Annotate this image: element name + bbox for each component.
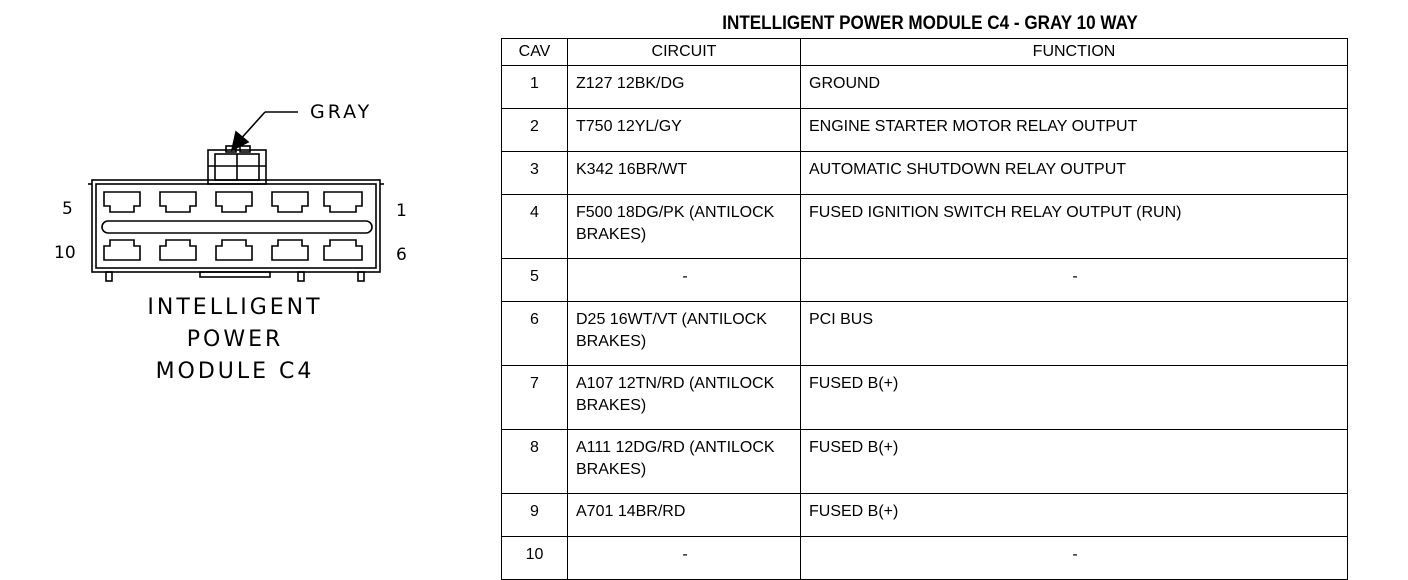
connector-latch [208,146,266,184]
function-cell: FUSED B(+) [801,494,1348,537]
table-row [502,494,1348,537]
pinout-table [501,38,1348,580]
circuit-cell [568,302,801,366]
function-cell: - [801,537,1348,580]
function-cell: FUSED B(+) [801,366,1348,430]
circuit-cell: Z127 12BK/DG [568,66,801,109]
cavity-1 [324,192,362,212]
cavity-7 [272,240,308,260]
table-header-row [502,39,1348,66]
function-cell: PCI BUS [801,302,1348,366]
table-row [502,195,1348,259]
cav-cell: 2 [502,109,568,152]
table-row [502,109,1348,152]
cavity-2 [272,192,308,212]
table-title: INTELLIGENT POWER MODULE C4 - GRAY 10 WAY [722,13,1138,34]
top-cavity-row [104,192,362,212]
circuit-line: A111 12DG/RD (ANTILOCK [576,439,775,456]
cav-cell: 10 [502,537,568,580]
cavity-10 [104,240,140,260]
circuit-cell: A701 14BR/RD [568,494,801,537]
header-function: FUNCTION [801,39,1348,66]
table-row [502,259,1348,302]
cavity-9 [160,240,196,260]
circuit-cell: - [568,537,801,580]
table-row [502,537,1348,580]
function-cell: GROUND [801,66,1348,109]
table-row [502,366,1348,430]
cavity-5 [104,192,140,212]
cavity-3 [216,192,252,212]
table-row [502,66,1348,109]
header-cav: CAV [502,39,568,66]
function-cell: - [801,259,1348,302]
circuit-line: F500 18DG/PK (ANTILOCK [576,204,775,221]
caption-line: POWER [186,327,284,352]
pin-label-6: 6 [396,245,407,265]
circuit-line: D25 16WT/VT (ANTILOCK [576,311,767,328]
header-circuit: CIRCUIT [568,39,801,66]
cavity-8 [216,240,252,260]
table-row [502,302,1348,366]
circuit-line: A107 12TN/RD (ANTILOCK [576,375,775,392]
circuit-line: BRAKES) [576,226,647,243]
caption-line: MODULE C4 [155,359,315,384]
cav-cell: 9 [502,494,568,537]
gray-label: GRAY [310,101,373,123]
circuit-line: BRAKES) [576,397,647,414]
cav-cell: 5 [502,259,568,302]
function-cell: FUSED B(+) [801,430,1348,494]
circuit-line: BRAKES) [576,333,647,350]
connector-body [88,180,384,281]
function-cell: ENGINE STARTER MOTOR RELAY OUTPUT [801,109,1348,152]
circuit-cell: K342 16BR/WT [568,152,801,195]
circuit-line: BRAKES) [576,461,647,478]
circuit-cell [568,195,801,259]
connector-caption [120,292,350,388]
cav-cell: 1 [502,66,568,109]
gray-arrow-icon [232,112,298,150]
table-row [502,152,1348,195]
cav-cell: 6 [502,302,568,366]
circuit-cell: T750 12YL/GY [568,109,801,152]
pin-label-1: 1 [396,201,407,221]
pin-label-5: 5 [62,199,73,219]
cavity-6 [324,240,362,260]
circuit-cell: - [568,259,801,302]
cav-cell: 3 [502,152,568,195]
circuit-cell [568,366,801,430]
cavity-4 [160,192,196,212]
circuit-cell [568,430,801,494]
cav-cell: 7 [502,366,568,430]
cav-cell: 4 [502,195,568,259]
function-cell: AUTOMATIC SHUTDOWN RELAY OUTPUT [801,152,1348,195]
caption-line: INTELLIGENT [147,295,323,320]
pin-label-10: 10 [54,243,76,263]
bottom-cavity-row [104,240,362,260]
cav-cell: 8 [502,430,568,494]
function-cell: FUSED IGNITION SWITCH RELAY OUTPUT (RUN) [801,195,1348,259]
table-row [502,430,1348,494]
